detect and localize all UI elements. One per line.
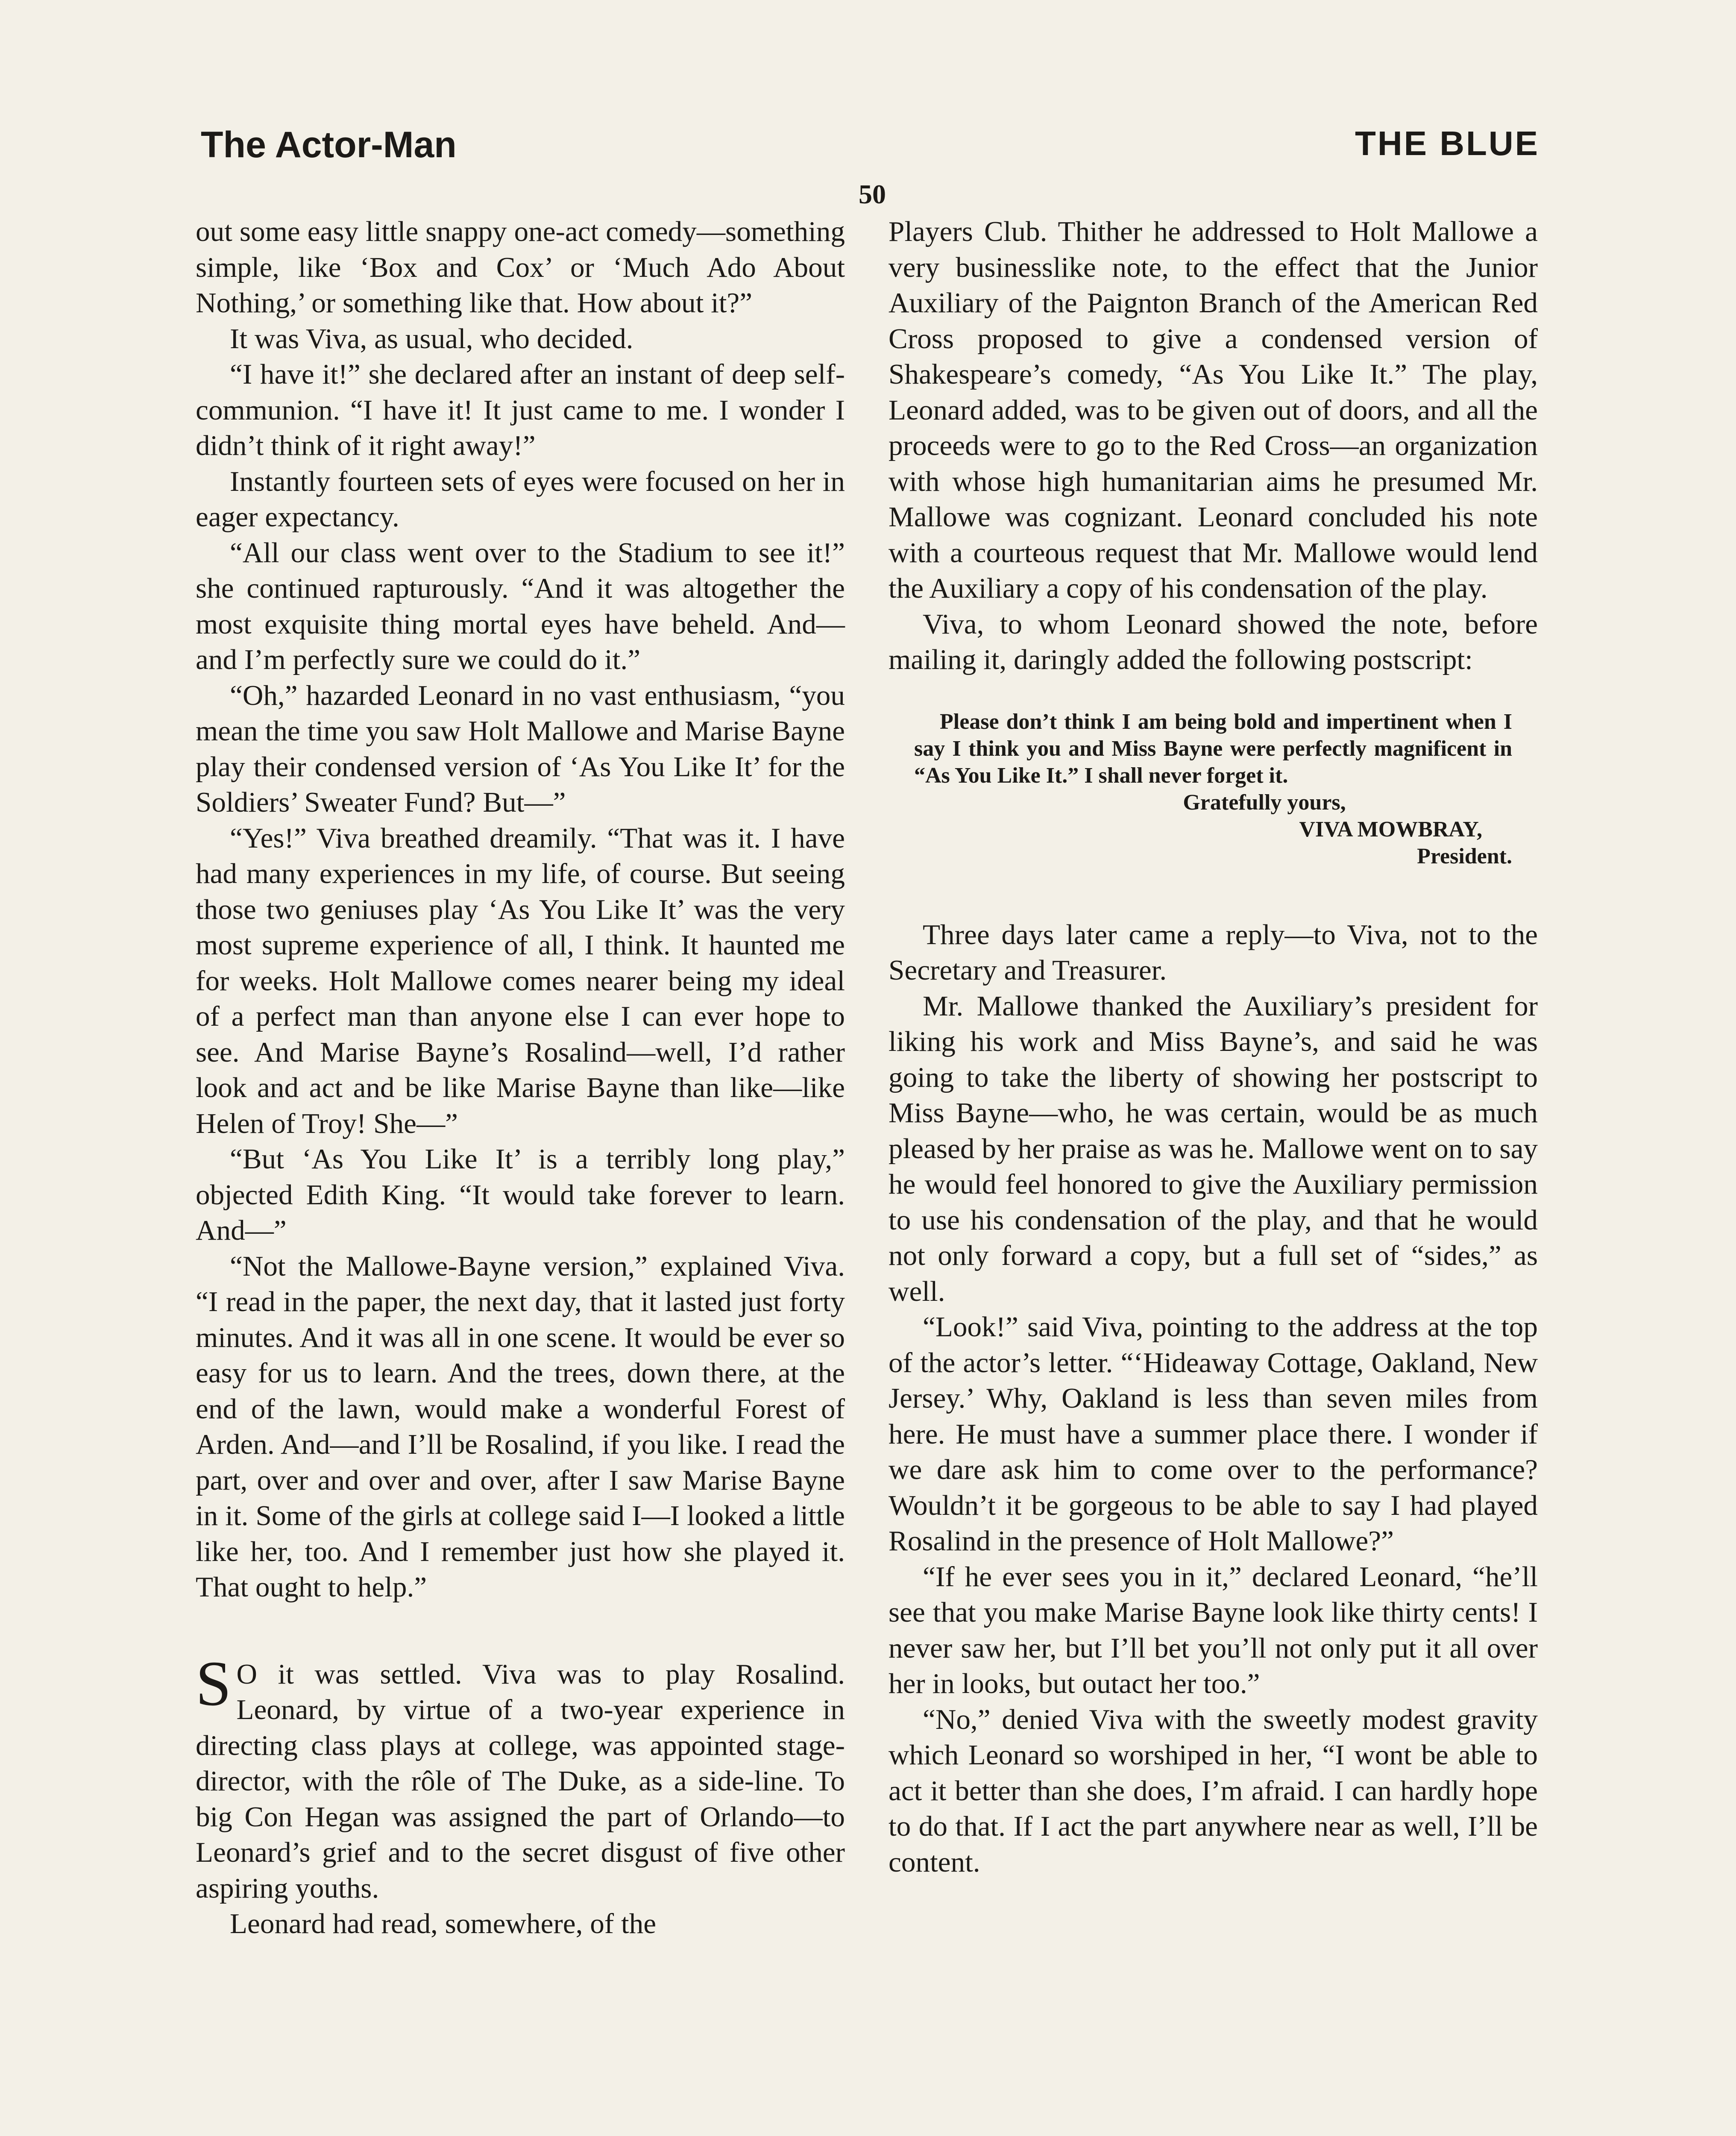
paragraph: It was Viva, as usual, who decided.: [230, 322, 633, 355]
left-column: [196, 214, 845, 1942]
paragraph: Viva, to whom Leonard showed the note, before mailing it, daringly added the following postscript:: [889, 607, 1538, 675]
right-column: [889, 214, 1538, 1880]
magazine-name: THE BLUE: [1355, 124, 1540, 162]
paragraph: Mr. Mallowe thanked the Auxiliary’s president for liking his work and Miss Bayne’s, and said he was going to take the liberty of showing her postscript to Miss Bayne—who, he was certain, would be as much pleased by her praise as was he. Mallowe went on to say he would feel honored to give the Auxiliary permission to use his condensation of the play, and that he would not only forward a copy, but a full set of “sides,” as well.: [889, 989, 1538, 1307]
paragraph: “All our class went over to the Stadium to see it!” she continued rapturously. “And it was altogether the most exquisite thing mortal eyes have beheld. And—and I’m perfectly sure we could do it.”: [196, 536, 845, 675]
paragraph: Instantly fourteen sets of eyes were focused on her in eager expectancy.: [196, 465, 845, 533]
paragraph: Leonard had read, somewhere, of the: [230, 1907, 657, 1939]
section-break: [196, 1605, 845, 1656]
postscript-body: Please don’t think I am being bold and impertinent when I say I think you and Miss Bayne were perfectly magnificent in “As You Like It.” I shall never forget it.: [914, 709, 1512, 788]
paragraph: “I have it!” she declared after an instant of deep self-communion. “I have it! It just came to me. I wonder I didn’t think of it right away!”: [196, 358, 845, 461]
postscript-role: President.: [1417, 844, 1512, 868]
paragraph: “If he ever sees you in it,” declared Leonard, “he’ll see that you make Marise Bayne look like thirty cents! I never saw her, but I’ll bet you’ll not only put it all over her in looks, but outact her too.”: [889, 1560, 1538, 1699]
drop-cap: S: [196, 1648, 232, 1719]
paragraph: out some easy little snappy one-act comedy—something simple, like ‘Box and Cox’ or ‘Much Ado About Nothing,’ or something like that. How about it?”: [196, 215, 845, 319]
paragraph: Three days later came a reply—to Viva, not to the Secretary and Treasurer.: [889, 918, 1538, 986]
dropcap-paragraph-text: O it was settled. Viva was to play Rosalind. Leonard, by virtue of a two-year experience in directing class plays at college, was appointed stage-director, with the rôle of The Duke, as a side-line. To big Con Hegan was assigned the part of Orlando—to Leonard’s grief and to the secret disgust of five other aspiring youths.: [196, 1658, 845, 1904]
paragraph: “Not the Mallowe-Bayne version,” explained Viva. “I read in the paper, the next day, that it lasted just forty minutes. And it was all in one scene. It would be ever so easy for us to learn. And the trees, down there, at the end of the lawn, would make a wonderful Forest of Arden. And—and I’ll be Rosalind, if you like. I read the part, over and over and over, after I saw Marise Bayne in it. Some of the girls at college said I—I looked a little like her, too. And I remember just how she played it. That ought to help.”: [196, 1250, 845, 1603]
postscript-closing: Gratefully yours,: [1183, 790, 1346, 815]
paragraph: “Oh,” hazarded Leonard in no vast enthusiasm, “you mean the time you saw Holt Mallowe and Marise Bayne play their condensed version of ‘As You Like It’ for the Soldiers’ Sweater Fund? But—”: [196, 679, 845, 818]
story-title: The Actor-Man: [201, 124, 457, 165]
paragraph: “Look!” said Viva, pointing to the address at the top of the actor’s letter. “‘Hideaway Cottage, Oakland, New Jersey.’ Why, Oakland is less than seven miles from here. He must have a summer place there. I wonder if we dare ask him to come over to the performance? Wouldn’t it be gorgeous to be able to say I had played Rosalind in the presence of Holt Mallowe?”: [889, 1311, 1538, 1557]
paragraph: “Yes!” Viva breathed dreamily. “That was it. I have had many experiences in my life, of course. But seeing those two geniuses play ‘As You Like It’ was the very most supreme experience of all, I think. It haunted me for weeks. Holt Mallowe comes nearer being my ideal of a perfect man than anyone else I can ever hope to see. And Marise Bayne’s Rosalind—well, I’d rather look and act and be like Marise Bayne than like—like Helen of Troy! She—”: [196, 822, 845, 1139]
paragraph: Players Club. Thither he addressed to Holt Mallowe a very businesslike note, to the effect that the Junior Auxiliary of the Paignton Branch of the American Red Cross proposed to give a condensed version of Shakespeare’s comedy, “As You Like It.” The play, Leonard added, was to be given out of doors, and all the proceeds were to go to the Red Cross—an organization with whose high humanitarian aims he presumed Mr. Mallowe was cognizant. Leonard concluded his note with a courteous request that Mr. Mallowe would lend the Auxiliary a copy of his condensation of the play.: [889, 215, 1538, 604]
postscript-signature: VIVA MOWBRAY,: [1299, 817, 1482, 842]
paragraph: “But ‘As You Like It’ is a terribly long play,” objected Edith King. “It would take forever to learn. And—”: [196, 1143, 845, 1246]
page-number: 50: [859, 179, 886, 209]
dropcap-paragraph: [196, 1648, 845, 1906]
paragraph: “No,” denied Viva with the sweetly modest gravity which Leonard so worshiped in her, “I wont be able to act it better than she does, I’m afraid. I can hardly hope to do that. If I act the part anywhere near as well, I’ll be content.: [889, 1703, 1538, 1878]
postscript-letter: [914, 708, 1512, 870]
